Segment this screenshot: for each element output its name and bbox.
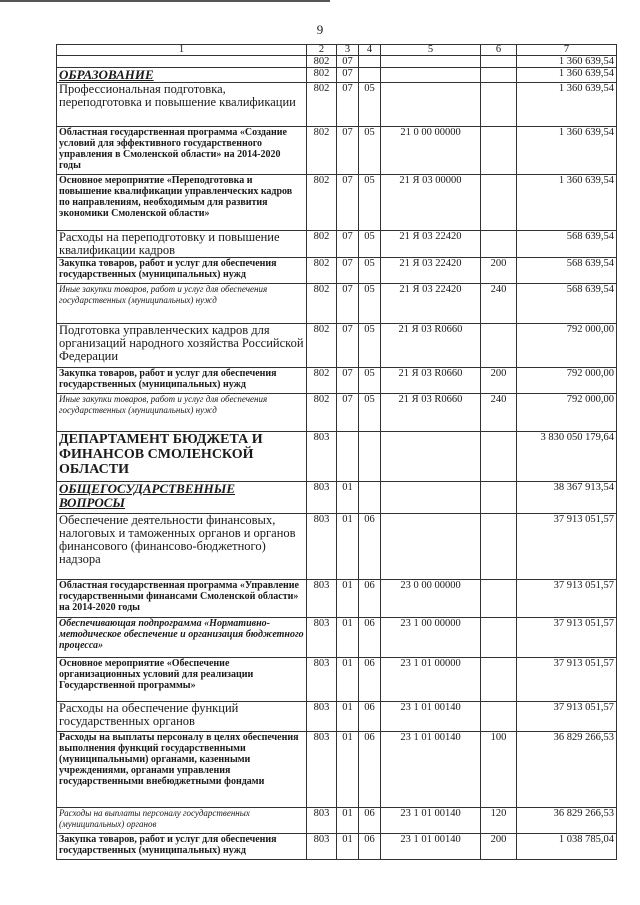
admin-code-cell: 802 [307, 258, 337, 284]
admin-code-cell: 802 [307, 368, 337, 394]
table-row [57, 658, 617, 702]
expense-type-cell [481, 482, 517, 514]
target-article-cell [381, 83, 481, 127]
subsection-code-cell: 05 [359, 258, 381, 284]
amount-cell: 36 829 266,53 [517, 732, 617, 808]
target-article-cell: 23 1 01 00140 [381, 808, 481, 834]
admin-code-cell: 802 [307, 284, 337, 324]
target-article-cell: 21 Я 03 00000 [381, 175, 481, 231]
amount-cell: 37 913 051,57 [517, 658, 617, 702]
section-code-cell: 07 [337, 231, 359, 258]
section-code-cell: 07 [337, 83, 359, 127]
col-header-4: 4 [359, 45, 381, 56]
subsection-code-cell: 05 [359, 284, 381, 324]
col-header-1: 1 [57, 45, 307, 56]
amount-cell: 38 367 913,54 [517, 482, 617, 514]
target-article-cell: 23 1 01 00000 [381, 658, 481, 702]
row-name-cell: Расходы на выплаты персоналу государственных (муниципальных) органов [57, 808, 307, 834]
amount-cell: 792 000,00 [517, 394, 617, 432]
table-row [57, 258, 617, 284]
admin-code-cell: 802 [307, 175, 337, 231]
amount-cell: 37 913 051,57 [517, 618, 617, 658]
target-article-cell [381, 432, 481, 482]
admin-code-cell: 802 [307, 68, 337, 83]
row-name-cell: Подготовка управленческих кадров для организаций народного хозяйства Российской Федерации [57, 324, 307, 368]
amount-cell: 37 913 051,57 [517, 702, 617, 732]
section-code-cell: 07 [337, 284, 359, 324]
expense-type-cell [481, 618, 517, 658]
row-name-cell: Областная государственная программа «Создание условий для эффективного государственного управления в Смоленской области» на 2014-2020 годы [57, 127, 307, 175]
expense-type-cell [481, 68, 517, 83]
row-name-cell: Иные закупки товаров, работ и услуг для обеспечения государственных (муниципальных) нужд [57, 284, 307, 324]
expense-type-cell [481, 56, 517, 68]
section-code-cell: 01 [337, 808, 359, 834]
table-row [57, 68, 617, 83]
subsection-code-cell: 06 [359, 580, 381, 618]
amount-cell: 1 038 785,04 [517, 834, 617, 860]
target-article-cell: 21 Я 03 22420 [381, 258, 481, 284]
target-article-cell [381, 68, 481, 83]
row-name-cell: Профессиональная подготовка, переподготовка и повышение квалификации [57, 83, 307, 127]
section-code-cell [337, 432, 359, 482]
target-article-cell: 23 1 01 00140 [381, 732, 481, 808]
table-row [57, 514, 617, 580]
col-header-2: 2 [307, 45, 337, 56]
target-article-cell: 23 0 00 00000 [381, 580, 481, 618]
subsection-code-cell: 05 [359, 394, 381, 432]
section-code-cell: 07 [337, 394, 359, 432]
target-article-cell [381, 482, 481, 514]
subsection-code-cell: 06 [359, 808, 381, 834]
expense-type-cell [481, 658, 517, 702]
section-code-cell: 01 [337, 702, 359, 732]
section-code-cell: 01 [337, 482, 359, 514]
expense-type-cell [481, 432, 517, 482]
amount-cell: 36 829 266,53 [517, 808, 617, 834]
expense-type-cell [481, 231, 517, 258]
admin-code-cell: 803 [307, 432, 337, 482]
section-code-cell: 01 [337, 732, 359, 808]
admin-code-cell: 803 [307, 580, 337, 618]
admin-code-cell: 803 [307, 808, 337, 834]
admin-code-cell: 803 [307, 732, 337, 808]
admin-code-cell: 802 [307, 127, 337, 175]
target-article-cell: 21 Я 03 R0660 [381, 368, 481, 394]
section-code-cell: 07 [337, 127, 359, 175]
expense-type-cell: 200 [481, 834, 517, 860]
expense-type-cell [481, 127, 517, 175]
header-row [57, 45, 617, 56]
table-row [57, 368, 617, 394]
section-code-cell: 07 [337, 324, 359, 368]
expense-type-cell: 240 [481, 284, 517, 324]
expense-type-cell [481, 514, 517, 580]
section-code-cell: 01 [337, 618, 359, 658]
subsection-code-cell: 06 [359, 618, 381, 658]
section-code-cell: 01 [337, 834, 359, 860]
page-number: 9 [316, 22, 324, 37]
target-article-cell [381, 514, 481, 580]
admin-code-cell: 803 [307, 482, 337, 514]
subsection-code-cell: 06 [359, 658, 381, 702]
amount-cell: 1 360 639,54 [517, 175, 617, 231]
subsection-code-cell: 05 [359, 83, 381, 127]
expense-type-cell: 200 [481, 258, 517, 284]
section-code-cell: 07 [337, 368, 359, 394]
amount-cell: 37 913 051,57 [517, 514, 617, 580]
table-row [57, 284, 617, 324]
expense-type-cell [481, 83, 517, 127]
expense-type-cell: 120 [481, 808, 517, 834]
budget-table [56, 44, 617, 860]
row-name-cell: ОБРАЗОВАНИЕ [57, 68, 307, 83]
target-article-cell: 21 Я 03 22420 [381, 284, 481, 324]
row-name-cell: Основное мероприятие «Обеспечение организационных условий для реализации Государственной программы» [57, 658, 307, 702]
amount-cell: 37 913 051,57 [517, 580, 617, 618]
col-header-3: 3 [337, 45, 359, 56]
table-row [57, 834, 617, 860]
subsection-code-cell: 05 [359, 127, 381, 175]
expense-type-cell [481, 580, 517, 618]
target-article-cell: 21 Я 03 R0660 [381, 394, 481, 432]
row-name-cell: Расходы на обеспечение функций государственных органов [57, 702, 307, 732]
amount-cell: 568 639,54 [517, 231, 617, 258]
row-name-cell: Основное мероприятие «Переподготовка и повышение квалификации управленческих кадров по направлениям, необходимым для развития экономики Смоленской области» [57, 175, 307, 231]
section-code-cell: 07 [337, 258, 359, 284]
admin-code-cell: 803 [307, 618, 337, 658]
amount-cell: 1 360 639,54 [517, 56, 617, 68]
subsection-code-cell: 05 [359, 368, 381, 394]
table-row [57, 702, 617, 732]
subsection-code-cell [359, 68, 381, 83]
table-row [57, 618, 617, 658]
admin-code-cell: 803 [307, 514, 337, 580]
table-row [57, 482, 617, 514]
section-code-cell: 07 [337, 68, 359, 83]
expense-type-cell [481, 324, 517, 368]
row-name-cell: Закупка товаров, работ и услуг для обеспечения государственных (муниципальных) нужд [57, 258, 307, 284]
table-row [57, 175, 617, 231]
subsection-code-cell: 06 [359, 702, 381, 732]
row-name-cell: Обеспечение деятельности финансовых, налоговых и таможенных органов и органов финансового (финансово-бюджетного) надзора [57, 514, 307, 580]
admin-code-cell: 803 [307, 702, 337, 732]
subsection-code-cell [359, 56, 381, 68]
table-row [57, 324, 617, 368]
row-name-cell: ОБЩЕГОСУДАРСТВЕННЫЕ ВОПРОСЫ [57, 482, 307, 514]
table-row [57, 56, 617, 68]
section-code-cell: 01 [337, 580, 359, 618]
admin-code-cell: 802 [307, 56, 337, 68]
section-code-cell: 01 [337, 514, 359, 580]
table-row [57, 394, 617, 432]
subsection-code-cell: 06 [359, 834, 381, 860]
amount-cell: 792 000,00 [517, 324, 617, 368]
subsection-code-cell [359, 432, 381, 482]
amount-cell: 792 000,00 [517, 368, 617, 394]
target-article-cell: 21 Я 03 R0660 [381, 324, 481, 368]
admin-code-cell: 803 [307, 658, 337, 702]
row-name-cell: Областная государственная программа «Управление государственными финансами Смоленской области» на 2014-2020 годы [57, 580, 307, 618]
table-row [57, 83, 617, 127]
table-row [57, 808, 617, 834]
admin-code-cell: 802 [307, 83, 337, 127]
section-code-cell: 07 [337, 56, 359, 68]
expense-type-cell: 100 [481, 732, 517, 808]
amount-cell: 1 360 639,54 [517, 68, 617, 83]
amount-cell: 568 639,54 [517, 258, 617, 284]
table-row [57, 580, 617, 618]
expense-type-cell: 240 [481, 394, 517, 432]
admin-code-cell: 803 [307, 834, 337, 860]
target-article-cell [381, 56, 481, 68]
admin-code-cell: 802 [307, 394, 337, 432]
table-row [57, 732, 617, 808]
subsection-code-cell: 05 [359, 231, 381, 258]
expense-type-cell [481, 175, 517, 231]
row-name-cell: Расходы на переподготовку и повышение квалификации кадров [57, 231, 307, 258]
target-article-cell: 23 1 01 00140 [381, 702, 481, 732]
target-article-cell: 23 1 01 00140 [381, 834, 481, 860]
section-code-cell: 07 [337, 175, 359, 231]
subsection-code-cell: 05 [359, 175, 381, 231]
table-row [57, 231, 617, 258]
admin-code-cell: 802 [307, 231, 337, 258]
amount-cell: 1 360 639,54 [517, 83, 617, 127]
col-header-5: 5 [381, 45, 481, 56]
amount-cell: 568 639,54 [517, 284, 617, 324]
target-article-cell: 21 0 00 00000 [381, 127, 481, 175]
subsection-code-cell: 06 [359, 514, 381, 580]
top-rule [0, 0, 330, 2]
row-name-cell: Расходы на выплаты персоналу в целях обеспечения выполнения функций государственными (муниципальными) органами, казенными учреждениями, органами управления государственными внебюджетными фондами [57, 732, 307, 808]
admin-code-cell: 802 [307, 324, 337, 368]
row-name-cell: Обеспечивающая подпрограмма «Нормативно-методическое обеспечение и организация бюджетного процесса» [57, 618, 307, 658]
table-row [57, 432, 617, 482]
row-name-cell: Закупка товаров, работ и услуг для обеспечения государственных (муниципальных) нужд [57, 834, 307, 860]
amount-cell: 1 360 639,54 [517, 127, 617, 175]
subsection-code-cell [359, 482, 381, 514]
col-header-7: 7 [517, 45, 617, 56]
amount-cell: 3 830 050 179,64 [517, 432, 617, 482]
col-header-6: 6 [481, 45, 517, 56]
row-name-cell: Иные закупки товаров, работ и услуг для обеспечения государственных (муниципальных) нужд [57, 394, 307, 432]
section-code-cell: 01 [337, 658, 359, 702]
subsection-code-cell: 05 [359, 324, 381, 368]
table-row [57, 127, 617, 175]
target-article-cell: 21 Я 03 22420 [381, 231, 481, 258]
row-name-cell: Закупка товаров, работ и услуг для обеспечения государственных (муниципальных) нужд [57, 368, 307, 394]
expense-type-cell [481, 702, 517, 732]
row-name-cell: ДЕПАРТАМЕНТ БЮДЖЕТА И ФИНАНСОВ СМОЛЕНСКОЙ ОБЛАСТИ [57, 432, 307, 482]
row-name-cell [57, 56, 307, 68]
target-article-cell: 23 1 00 00000 [381, 618, 481, 658]
subsection-code-cell: 06 [359, 732, 381, 808]
expense-type-cell: 200 [481, 368, 517, 394]
